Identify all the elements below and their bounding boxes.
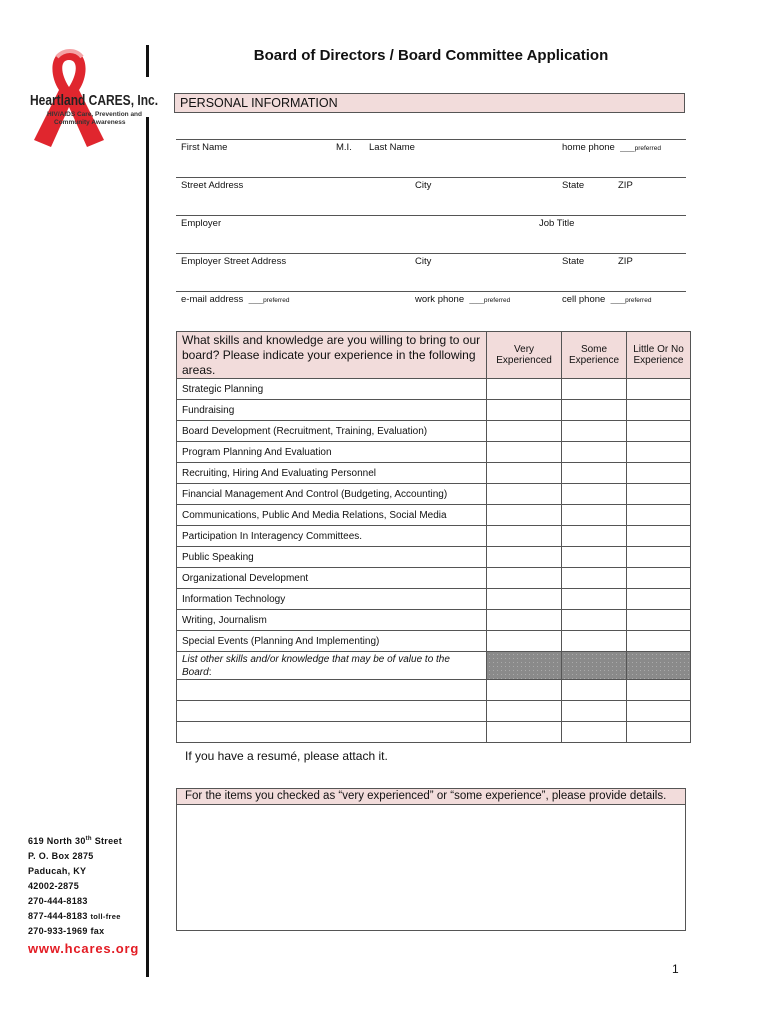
preferred-label: preferred: [634, 145, 661, 152]
skill-label: Writing, Journalism: [177, 610, 487, 631]
tollfree-number: 877-444-8183: [28, 911, 88, 921]
skill-label: Financial Management And Control (Budgeting, Accounting): [177, 484, 487, 505]
checkbox-very-experienced[interactable]: [487, 631, 562, 652]
skill-label: Public Speaking: [177, 547, 487, 568]
street-address-field[interactable]: Street Address: [181, 180, 244, 191]
checkbox-some-experience[interactable]: [562, 610, 627, 631]
divider: [176, 215, 686, 216]
other-skill-input[interactable]: [177, 701, 487, 722]
prompt-colon: :: [208, 666, 212, 678]
other-skill-entry-row: [177, 722, 691, 743]
divider: [176, 139, 686, 140]
checkbox-little-experience[interactable]: [626, 421, 690, 442]
preferred-label: preferred: [263, 297, 290, 304]
experience-checkbox[interactable]: [626, 680, 690, 701]
address-phone: 270-444-8183: [28, 896, 88, 906]
other-skills-prompt: [177, 652, 487, 680]
divider: [176, 253, 686, 254]
email-label: e-mail address: [181, 294, 244, 305]
work-phone-label: work phone: [415, 294, 465, 305]
checkbox-very-experienced[interactable]: [487, 568, 562, 589]
experience-checkbox[interactable]: [487, 701, 562, 722]
employer-street-field[interactable]: Employer Street Address: [181, 256, 287, 267]
checkbox-little-experience[interactable]: [626, 379, 690, 400]
other-skill-entry-row: [177, 680, 691, 701]
email-field[interactable]: [181, 294, 289, 305]
details-textarea[interactable]: [176, 804, 686, 931]
checkbox-some-experience[interactable]: [562, 589, 627, 610]
skill-label: Board Development (Recruitment, Training, Evaluation): [177, 421, 487, 442]
logo-tagline: HIV/AIDS Care, Prevention and: [47, 111, 142, 118]
skill-row: [177, 421, 691, 442]
checkbox-little-experience[interactable]: [626, 526, 690, 547]
home-phone-label: home phone: [562, 142, 615, 153]
other-skills-row: [177, 652, 691, 680]
col-some-experience: Some Experience: [562, 332, 627, 379]
divider: [176, 291, 686, 292]
skill-row: [177, 505, 691, 526]
checkbox-very-experienced[interactable]: [487, 547, 562, 568]
employer-city-field[interactable]: City: [415, 256, 432, 267]
other-skill-input[interactable]: [177, 680, 487, 701]
checkbox-little-experience[interactable]: [626, 589, 690, 610]
prompt-text: Board: [182, 666, 209, 678]
checkbox-very-experienced[interactable]: [487, 442, 562, 463]
street-text: 619 North 30: [28, 836, 86, 846]
skill-label: Strategic Planning: [177, 379, 487, 400]
checkbox-some-experience[interactable]: [562, 463, 627, 484]
skill-label: Fundraising: [177, 400, 487, 421]
job-title-field[interactable]: Job Title: [539, 218, 575, 229]
street-sup: th: [85, 836, 92, 842]
fax-label: fax: [90, 926, 105, 936]
checkbox-some-experience[interactable]: [562, 568, 627, 589]
personal-info-header: PERSONAL INFORMATION: [174, 93, 685, 113]
address-tollfree: [28, 911, 121, 921]
prompt-text: List other skills and/or knowledge that may be of value to the: [182, 653, 450, 665]
skill-label: Communications, Public And Media Relations, Social Media: [177, 505, 487, 526]
cell-phone-label: cell phone: [562, 294, 606, 305]
divider: [146, 45, 149, 77]
checkbox-little-experience[interactable]: [626, 631, 690, 652]
checkbox-some-experience[interactable]: [562, 547, 627, 568]
preferred-blank[interactable]: ____: [610, 297, 626, 304]
skill-row: [177, 610, 691, 631]
skill-row: [177, 631, 691, 652]
page-number: 1: [672, 962, 679, 976]
col-little-experience: Little Or No Experience: [626, 332, 690, 379]
work-phone-field[interactable]: [415, 294, 510, 305]
checkbox-very-experienced[interactable]: [487, 421, 562, 442]
skill-label: Organizational Development: [177, 568, 487, 589]
skill-label: Participation In Interagency Committees.: [177, 526, 487, 547]
checkbox-little-experience[interactable]: [626, 400, 690, 421]
skill-row: [177, 400, 691, 421]
checkbox-very-experienced[interactable]: [487, 610, 562, 631]
checkbox-some-experience[interactable]: [562, 421, 627, 442]
first-name-field[interactable]: First Name: [181, 142, 228, 153]
employer-zip-field[interactable]: ZIP: [618, 256, 633, 267]
checkbox-some-experience[interactable]: [562, 631, 627, 652]
address-street: [28, 836, 122, 846]
page-title: Board of Directors / Board Committee Application: [253, 47, 609, 64]
shaded-cell: [626, 652, 690, 680]
checkbox-very-experienced[interactable]: [487, 484, 562, 505]
logo: [14, 45, 159, 155]
shaded-cell: [487, 652, 562, 680]
experience-checkbox[interactable]: [487, 722, 562, 743]
skill-label: Special Events (Planning And Implementing): [177, 631, 487, 652]
experience-checkbox[interactable]: [562, 722, 627, 743]
shaded-cell: [562, 652, 627, 680]
experience-checkbox[interactable]: [626, 722, 690, 743]
checkbox-little-experience[interactable]: [626, 568, 690, 589]
checkbox-very-experienced[interactable]: [487, 589, 562, 610]
skill-row: [177, 484, 691, 505]
checkbox-some-experience[interactable]: [562, 442, 627, 463]
address-city: Paducah, KY: [28, 866, 87, 876]
preferred-blank[interactable]: ____: [469, 297, 484, 304]
other-skill-input[interactable]: [177, 722, 487, 743]
employer-field[interactable]: Employer: [181, 218, 222, 229]
experience-checkbox[interactable]: [562, 680, 627, 701]
home-phone-field[interactable]: [562, 142, 661, 153]
skill-row: [177, 589, 691, 610]
mi-field[interactable]: M.I.: [336, 142, 352, 153]
skill-label: Program Planning And Evaluation: [177, 442, 487, 463]
experience-checkbox[interactable]: [562, 701, 627, 722]
skill-label: Information Technology: [177, 589, 487, 610]
street-text: Street: [91, 836, 123, 846]
tollfree-label: toll-free: [90, 912, 121, 921]
zip-field[interactable]: ZIP: [618, 180, 633, 191]
experience-checkbox[interactable]: [626, 701, 690, 722]
checkbox-little-experience[interactable]: [626, 505, 690, 526]
skill-label: Recruiting, Hiring And Evaluating Personnel: [177, 463, 487, 484]
skill-row: [177, 526, 691, 547]
checkbox-some-experience[interactable]: [562, 379, 627, 400]
skill-row: [177, 442, 691, 463]
fax-number: 270-933-1969: [28, 926, 88, 936]
address-fax: [28, 926, 104, 936]
skill-row: [177, 568, 691, 589]
checkbox-some-experience[interactable]: [562, 400, 627, 421]
checkbox-little-experience[interactable]: [626, 610, 690, 631]
checkbox-little-experience[interactable]: [626, 442, 690, 463]
checkbox-very-experienced[interactable]: [487, 379, 562, 400]
preferred-label: preferred: [625, 297, 652, 304]
checkbox-little-experience[interactable]: [626, 484, 690, 505]
other-skill-entry-row: [177, 701, 691, 722]
checkbox-very-experienced[interactable]: [487, 400, 562, 421]
checkbox-some-experience[interactable]: [562, 526, 627, 547]
address-pobox: P. O. Box 2875: [28, 851, 94, 861]
experience-checkbox[interactable]: [487, 680, 562, 701]
checkbox-very-experienced[interactable]: [487, 526, 562, 547]
details-header: For the items you checked as “very experienced” or “some experience”, please provide details.: [176, 788, 686, 805]
preferred-blank[interactable]: ____: [620, 145, 635, 152]
checkbox-very-experienced[interactable]: [487, 463, 562, 484]
cell-phone-field[interactable]: [562, 294, 651, 305]
employer-state-field[interactable]: State: [562, 256, 585, 267]
state-field[interactable]: State: [562, 180, 585, 191]
col-very-experienced: Very Experienced: [487, 332, 562, 379]
checkbox-little-experience[interactable]: [626, 463, 690, 484]
checkbox-little-experience[interactable]: [626, 547, 690, 568]
preferred-blank[interactable]: ____: [248, 297, 264, 304]
skills-table: [176, 331, 691, 743]
checkbox-very-experienced[interactable]: [487, 505, 562, 526]
resume-note: If you have a resumé, please attach it.: [185, 749, 388, 763]
city-field[interactable]: City: [415, 180, 432, 191]
website-link[interactable]: www.hcares.org: [28, 941, 140, 956]
checkbox-some-experience[interactable]: [562, 484, 627, 505]
divider: [176, 177, 686, 178]
logo-name: Heartland CARES, Inc.: [30, 92, 159, 109]
address-zip: 42002-2875: [28, 881, 80, 891]
preferred-label: preferred: [483, 297, 511, 304]
skills-header-row: [177, 332, 691, 379]
skills-question: What skills and knowledge are you willing to bring to our board? Please indicate your experience in the following areas.: [177, 332, 487, 379]
skill-row: [177, 547, 691, 568]
divider: [146, 117, 149, 977]
skill-row: [177, 463, 691, 484]
skill-row: [177, 379, 691, 400]
logo-tagline: Community Awareness: [54, 119, 126, 126]
checkbox-some-experience[interactable]: [562, 505, 627, 526]
last-name-field[interactable]: Last Name: [369, 142, 415, 153]
